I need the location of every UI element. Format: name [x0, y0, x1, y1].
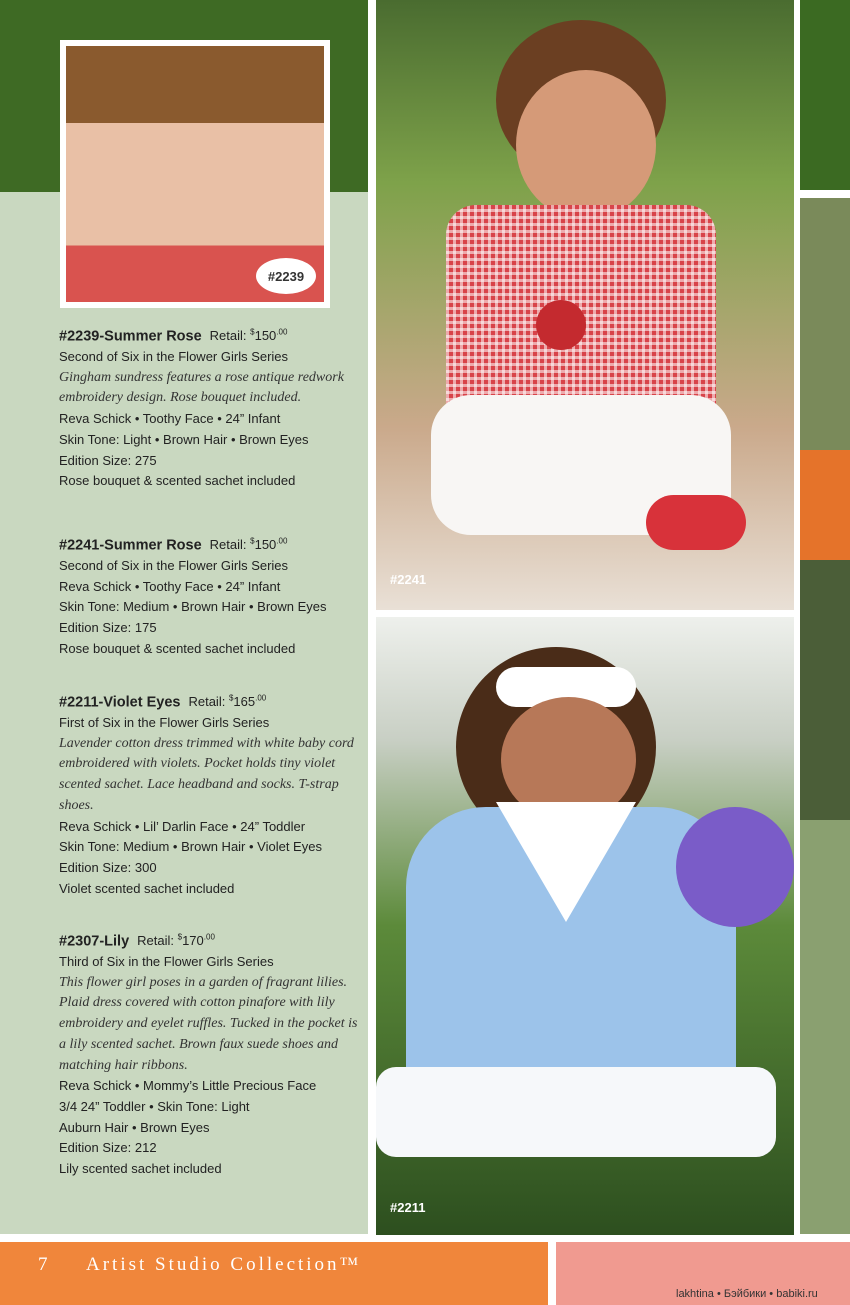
retail-price: Retail: $^{\$}150^{.00}$	[209, 328, 288, 344]
photo-label: #2241	[390, 572, 427, 587]
doll-face	[516, 70, 656, 220]
doll-thumbnail-2239	[60, 40, 330, 308]
product-description: This flower girl poses in a garden of fragrant lilies. Plaid dress covered with cotton pinafore with lily embroidery and eyelet ruffles. Tucked in the pocket is a lily scented sachet. Brown faux suede shoes and matching hair ribbons.	[59, 974, 358, 1073]
detail-line: Rose bouquet & scented sachet included	[59, 473, 296, 489]
detail-line: Edition Size: 175	[59, 620, 157, 636]
detail-line: 3/4 24” Toddler • Skin Tone: Light	[59, 1098, 250, 1114]
violet-flowers	[676, 807, 794, 927]
rose-bouquet	[536, 300, 586, 350]
product-description: Gingham sundress features a rose antique redwork embroidery design. Rose bouquet included.	[59, 369, 344, 406]
detail-line: Edition Size: 212	[59, 1140, 157, 1156]
detail-line: Reva Schick • Toothy Face • 24” Infant	[59, 578, 281, 594]
red-sandal	[646, 495, 746, 550]
doll-photo-2241	[376, 0, 794, 610]
series-line: Third of Six in the Flower Girls Series	[59, 954, 274, 970]
product-2307	[59, 928, 359, 1180]
retail-price: Retail: $^{\$}165^{.00}$	[188, 694, 267, 710]
product-title: #2241-Summer Rose	[59, 537, 202, 554]
detail-line: Rose bouquet & scented sachet included	[59, 640, 296, 656]
adjacent-page-edge	[800, 0, 850, 1234]
doll-photo-2211	[376, 617, 794, 1235]
photo-label: #2211	[390, 1200, 426, 1215]
retail-price: Retail: $^{\$}150^{.00}$	[209, 537, 288, 553]
doll-face-photo	[66, 46, 324, 302]
product-title: #2211-Violet Eyes	[59, 694, 181, 711]
column-divider	[368, 0, 376, 1234]
series-line: Second of Six in the Flower Girls Series	[59, 558, 289, 574]
watermark: lakhtina • Бэйбики • babiki.ru	[676, 1288, 818, 1300]
detail-line: Skin Tone: Medium • Brown Hair • Brown Eyes	[59, 599, 327, 615]
series-line: Second of Six in the Flower Girls Series	[59, 349, 289, 365]
detail-line: Reva Schick • Mommy’s Little Precious Face	[59, 1078, 317, 1094]
series-line: First of Six in the Flower Girls Series	[59, 715, 270, 731]
product-description: Lavender cotton dress trimmed with white baby cord embroidered with violets. Pocket holds tiny violet scented sachet. Lace headband and socks. T-strap shoes.	[59, 735, 354, 813]
detail-line: Lily scented sachet included	[59, 1161, 222, 1177]
detail-line: Reva Schick • Lil’ Darlin Face • 24” Toddler	[59, 818, 306, 834]
product-title: #2239-Summer Rose	[59, 328, 202, 345]
detail-line: Edition Size: 275	[59, 452, 157, 468]
product-title: #2307-Lily	[59, 933, 130, 950]
detail-line: Violet scented sachet included	[59, 880, 235, 896]
page-number: 7	[38, 1254, 48, 1275]
detail-line: Auburn Hair • Brown Eyes	[59, 1119, 210, 1135]
footer-title: Artist Studio Collection™	[86, 1254, 362, 1275]
dress-hem	[376, 1067, 776, 1157]
detail-line: Reva Schick • Toothy Face • 24” Infant	[59, 411, 281, 427]
product-2239	[59, 323, 359, 492]
retail-price: Retail: $^{\$}170^{.00}$	[137, 933, 215, 949]
detail-line: Skin Tone: Medium • Brown Hair • Violet Eyes	[59, 839, 322, 855]
detail-line: Edition Size: 300	[59, 859, 157, 875]
product-2241	[59, 532, 359, 660]
detail-line: Skin Tone: Light • Brown Hair • Brown Eyes	[59, 431, 309, 447]
product-2211	[59, 689, 359, 899]
item-number-badge: #2239	[256, 258, 316, 294]
